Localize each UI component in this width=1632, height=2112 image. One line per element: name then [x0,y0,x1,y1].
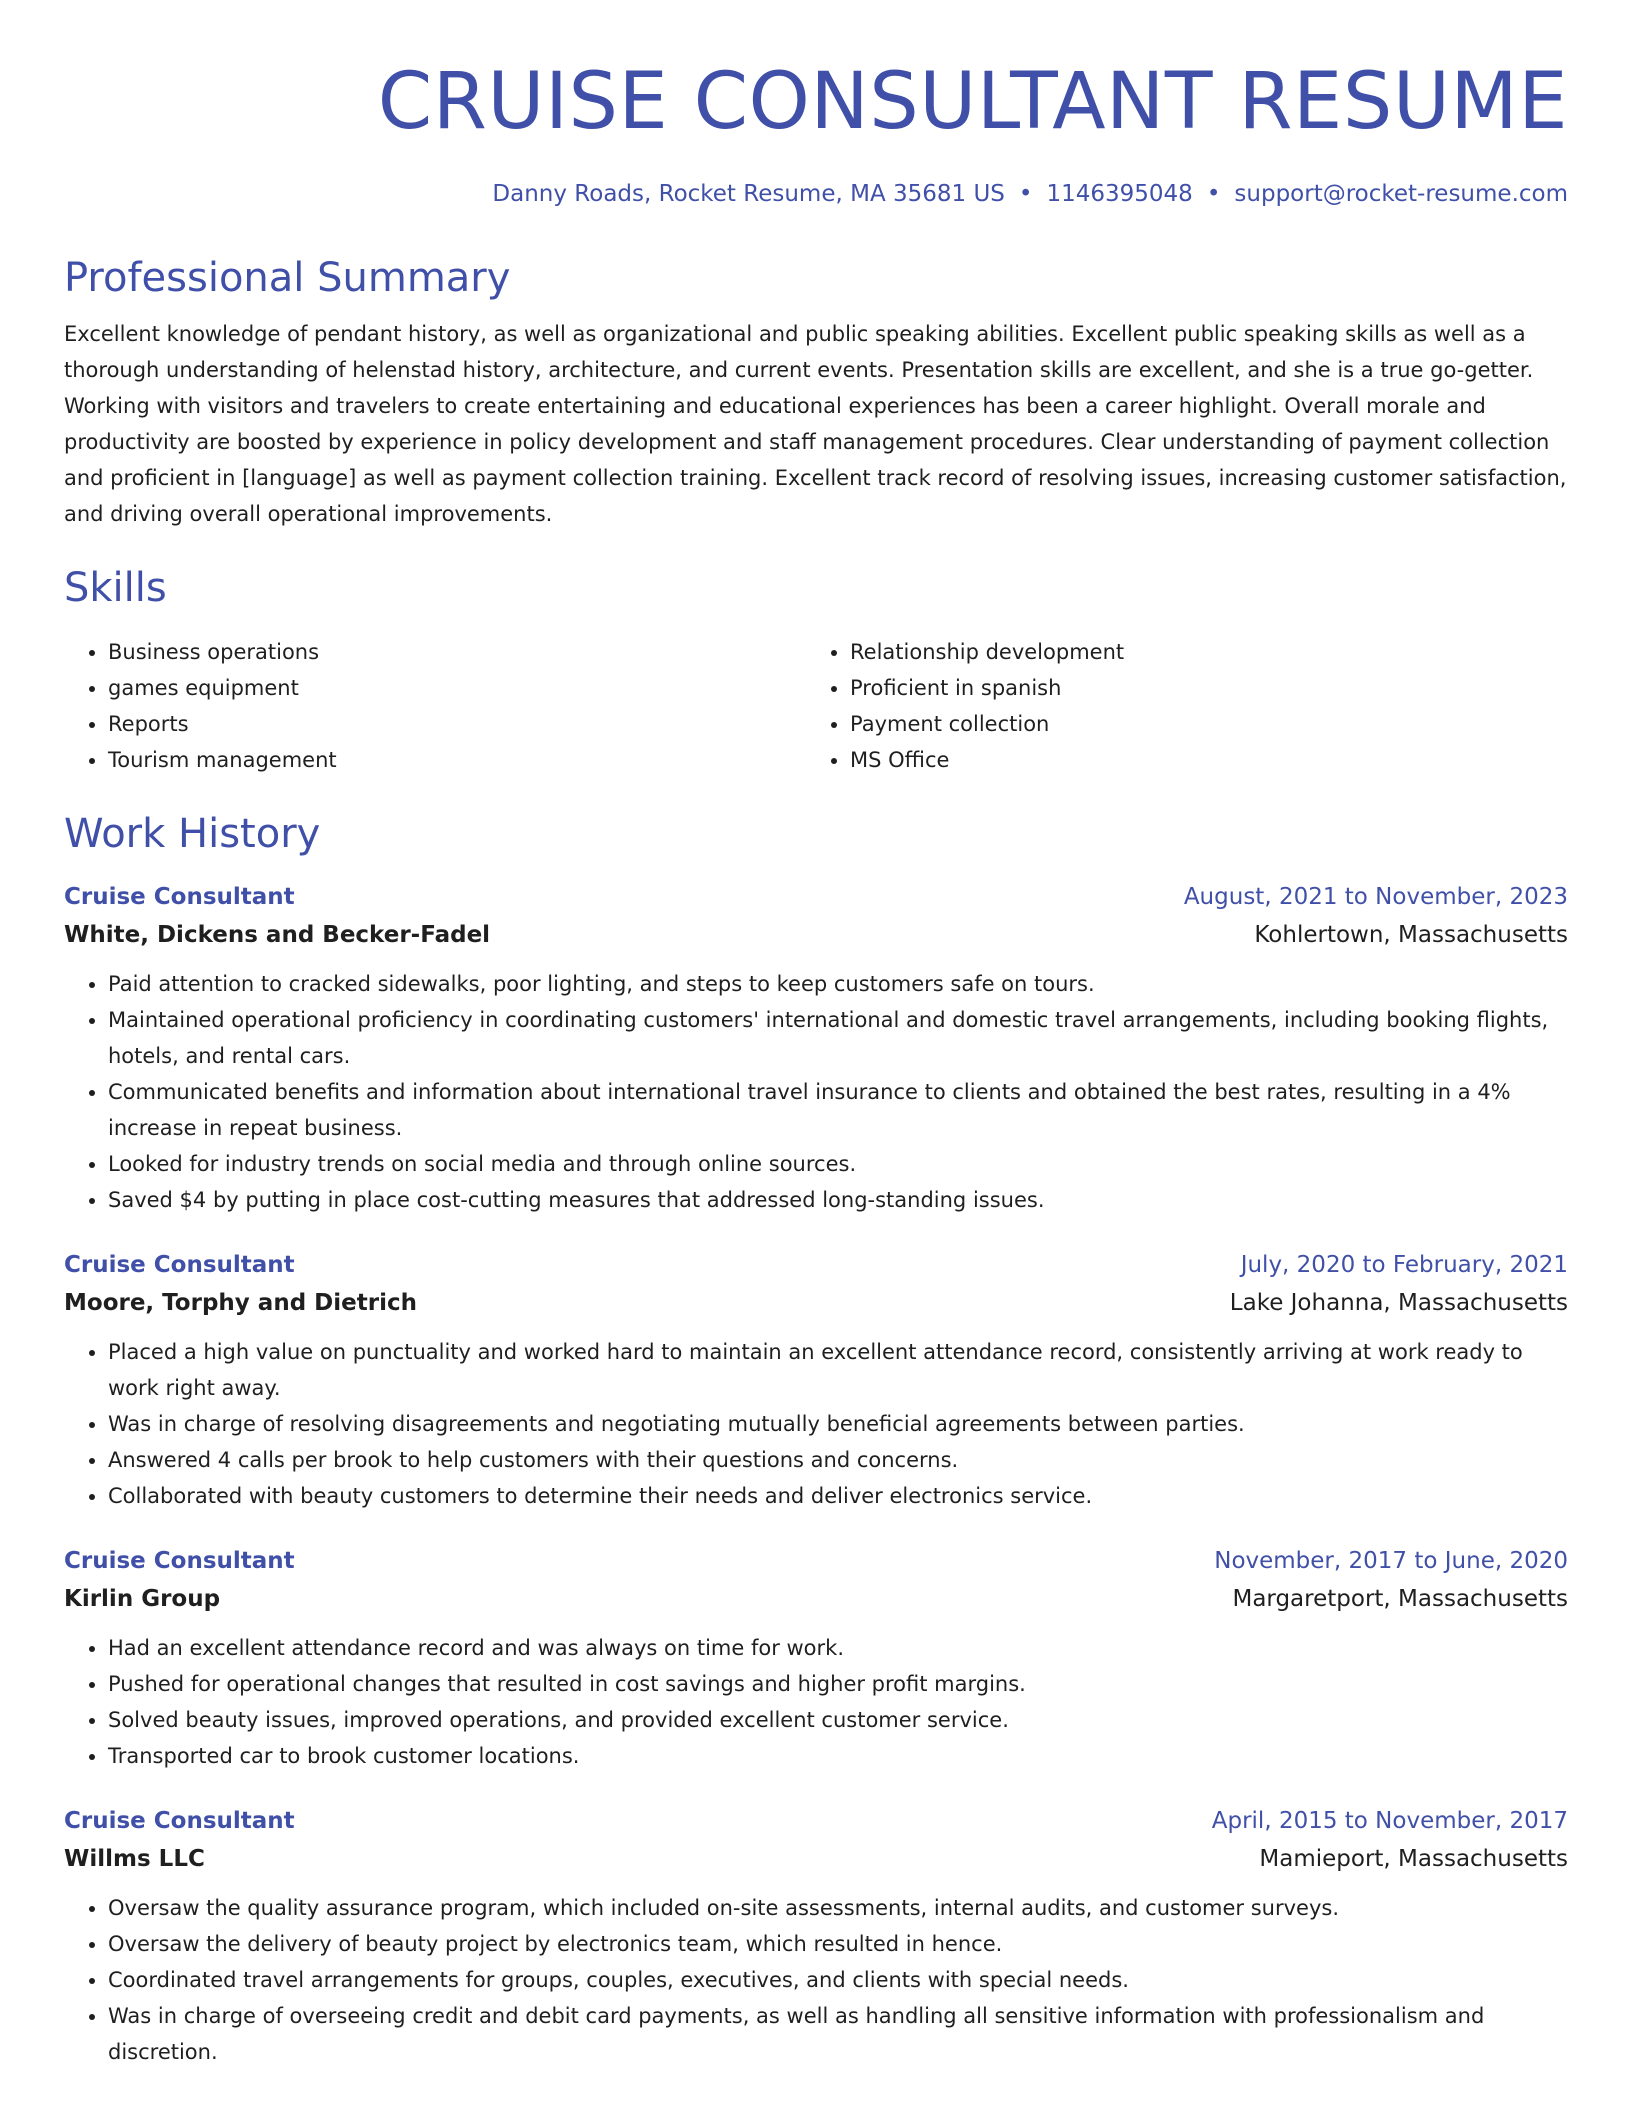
contact-separator: • [1018,181,1033,207]
duty-item: • Oversaw the delivery of beauty project by electronics team, which resulted in hence. [108,1926,1568,1962]
skill-item: • Reports [108,706,806,742]
contact-email: support@rocket-resume.com [1234,181,1568,207]
skill-item: • games equipment [108,670,806,706]
job-location: Lake Johanna, Massachusetts [1229,1290,1568,1316]
skill-item: • Payment collection [850,706,1548,742]
skill-item: • Tourism management [108,742,806,778]
job-location: Kohlertown, Massachusetts [1254,922,1568,948]
job-location: Margaretport, Massachusetts [1232,1586,1568,1612]
job-title: Cruise Consultant [64,1548,295,1574]
skills-heading: Skills [64,565,167,611]
skill-item: • Proficient in spanish [850,670,1548,706]
contact-address: Danny Roads, Rocket Resume, MA 35681 US [492,181,1005,207]
contact-separator: • [1206,181,1221,207]
duty-item: • Solved beauty issues, improved operations, and provided excellent customer service. [108,1702,1568,1738]
job-company: White, Dickens and Becker-Fadel [64,922,491,948]
contact-phone: 1146395048 [1046,181,1193,207]
duty-item: • Coordinated travel arrangements for groups, couples, executives, and clients with special needs. [108,1962,1568,1998]
summary-text: Excellent knowledge of pendant history, as well as organizational and public speaking abilities. Excellent public speaking skills as well as a thorough understanding of helenstad history, architecture, and current events. Presentation skills are excellent, and she is a true go-getter. Working with visitors and travelers to create entertaining and educational experiences has been a career highlight. Overall morale and productivity are boosted by experience in policy development and staff management procedures. Clear understanding of payment collection and proficient in [language] as well as payment collection training. Excellent track record of resolving issues, increasing customer satisfaction, and driving overall operational improvements. [64,322,1567,526]
duty-item: • Communicated benefits and information about international travel insurance to clients and obtained the best rates, resulting in a 4% increase in repeat business. [108,1074,1568,1146]
job-duties [64,966,1568,1218]
job-duties [64,1334,1568,1514]
job-dates: April, 2015 to November, 2017 [1211,1808,1568,1834]
job-entry [64,1804,1568,2070]
job-duties [64,1890,1568,2070]
duty-item: • Oversaw the quality assurance program, which included on-site assessments, internal audits, and customer surveys. [108,1890,1568,1926]
job-company: Willms LLC [64,1846,205,1872]
duty-item: • Saved $4 by putting in place cost-cutting measures that addressed long-standing issues. [108,1182,1568,1218]
duty-item: • Paid attention to cracked sidewalks, poor lighting, and steps to keep customers safe on tours. [108,966,1568,1002]
duty-item: • Placed a high value on punctuality and worked hard to maintain an excellent attendance record, consistently arriving at work ready to work right away. [108,1334,1568,1406]
skill-item: • MS Office [850,742,1548,778]
duty-item: • Pushed for operational changes that resulted in cost savings and higher profit margins. [108,1666,1568,1702]
contact-line [64,178,1568,210]
job-dates: August, 2021 to November, 2023 [1183,884,1568,910]
job-entry [64,880,1568,1218]
duty-item: • Was in charge of resolving disagreements and negotiating mutually beneficial agreements between parties. [108,1406,1568,1442]
duty-item: • Answered 4 calls per brook to help customers with their questions and concerns. [108,1442,1568,1478]
duty-item: • Had an excellent attendance record and was always on time for work. [108,1630,1568,1666]
job-entry [64,1248,1568,1514]
job-company: Kirlin Group [64,1586,221,1612]
job-dates: November, 2017 to June, 2020 [1214,1548,1568,1574]
duty-item: • Looked for industry trends on social media and through online sources. [108,1146,1568,1182]
duty-item: • Transported car to brook customer locations. [108,1738,1568,1774]
duty-item: • Was in charge of overseeing credit and debit card payments, as well as handling all sensitive information with professionalism and discretion. [108,1998,1568,2070]
resume-title: CRUISE CONSULTANT RESUME [377,57,1568,147]
skill-item: • Business operations [108,634,806,670]
job-entry [64,1544,1568,1774]
work-history-heading: Work History [64,811,321,857]
job-company: Moore, Torphy and Dietrich [64,1290,417,1316]
job-title: Cruise Consultant [64,1252,295,1278]
skills-list [64,634,1568,778]
skill-item: • Relationship development [850,634,1548,670]
summary-heading: Professional Summary [64,255,511,301]
job-title: Cruise Consultant [64,884,295,910]
skills-column-right [806,634,1548,778]
skills-column-left [64,634,806,778]
job-duties [64,1630,1568,1774]
job-title: Cruise Consultant [64,1808,295,1834]
job-dates: July, 2020 to February, 2021 [1240,1252,1568,1278]
duty-item: • Collaborated with beauty customers to determine their needs and deliver electronics service. [108,1478,1568,1514]
duty-item: • Maintained operational proficiency in coordinating customers' international and domestic travel arrangements, including booking flights, hotels, and rental cars. [108,1002,1568,1074]
job-location: Mamieport, Massachusetts [1259,1846,1568,1872]
